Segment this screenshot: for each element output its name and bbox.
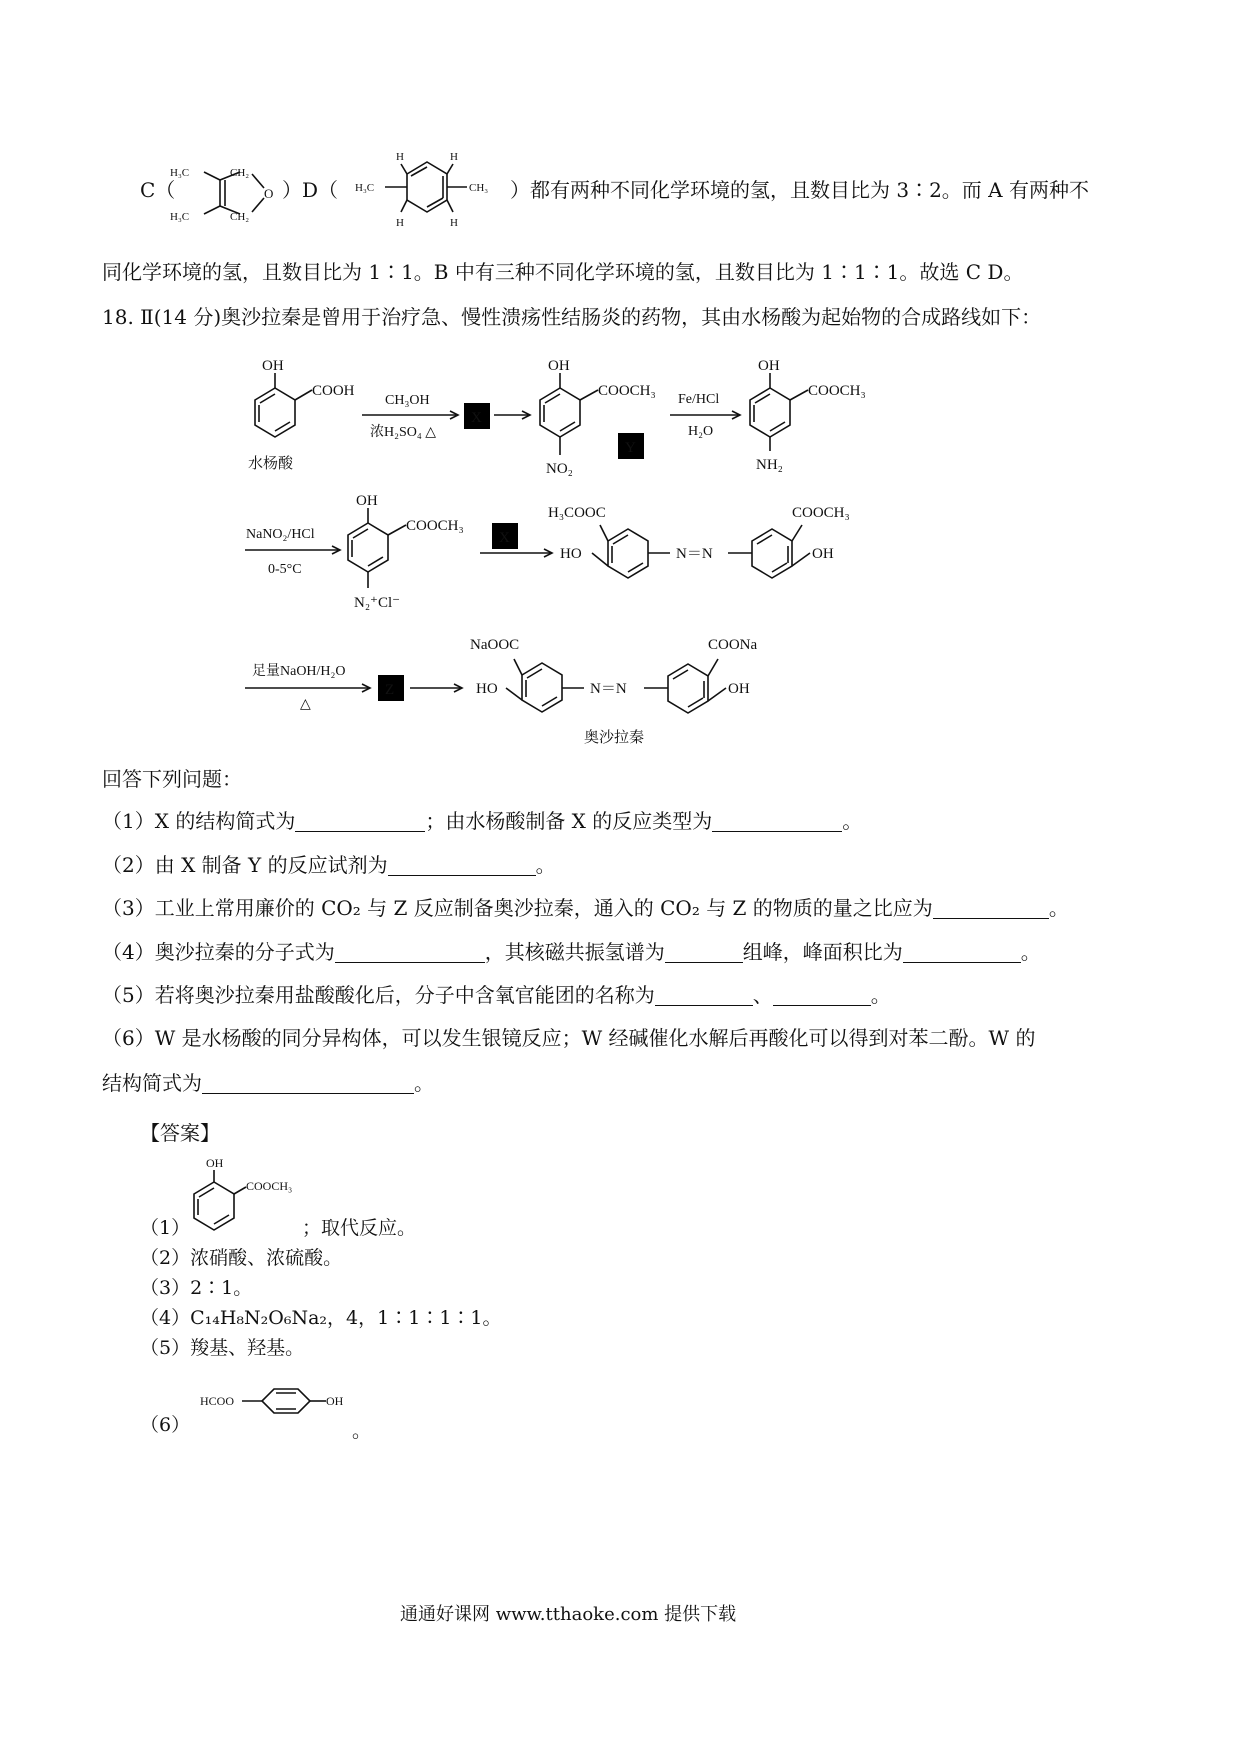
box-y: Y xyxy=(625,440,636,456)
structure-c xyxy=(168,158,288,228)
q3-text-b: 。 xyxy=(1048,896,1069,920)
nitro-ester-structure xyxy=(540,358,656,477)
q1-blank-structure[interactable] xyxy=(295,809,425,832)
nitro-cooch3: COOCH₃ xyxy=(598,383,656,399)
olsalazine-naooc: NaOOC xyxy=(470,637,520,653)
d-h-3: H xyxy=(396,217,404,229)
step3-reagent: Fe/HCl xyxy=(678,392,720,407)
question-2 xyxy=(102,850,556,880)
diazonium-cooch3: COOCH₃ xyxy=(406,518,464,534)
c-ch2-top: CH₂ xyxy=(230,167,250,179)
step6-condition: △ xyxy=(300,697,311,712)
answer-3: （3）2∶1。 xyxy=(140,1277,253,1299)
azo-diester-structure xyxy=(548,505,850,578)
answer-6-label: （6） xyxy=(140,1414,191,1436)
answer-header: 【答案】 xyxy=(140,1121,220,1145)
q4-blank-formula[interactable] xyxy=(335,940,485,963)
d-h-1: H xyxy=(396,151,404,163)
q5-blank-group-1[interactable] xyxy=(655,983,753,1006)
amino-cooch3: COOCH₃ xyxy=(808,383,866,399)
question-5 xyxy=(102,980,891,1010)
q4-blank-peaks[interactable] xyxy=(665,940,743,963)
q1-text-a: （1）X 的结构简式为 xyxy=(102,809,296,833)
olsalazine-n-n: N＝N xyxy=(590,681,627,697)
answer-5: （5）羧基、羟基。 xyxy=(140,1337,305,1359)
box-x-1: X xyxy=(471,410,482,426)
synthesis-scheme xyxy=(200,345,1080,760)
answer-4: （4）C₁₄H₈N₂O₆Na₂，4，1∶1∶1∶1。 xyxy=(140,1307,502,1329)
olsalazine-name: 奥沙拉秦 xyxy=(584,730,645,746)
amino-oh: OH xyxy=(758,358,780,374)
azo-n-n: N＝N xyxy=(676,546,713,562)
azo-oh-right: OH xyxy=(812,546,834,562)
q4-text-d: 。 xyxy=(1020,940,1041,964)
step4-reagent: NaNO₂/HCl xyxy=(246,527,315,542)
nitro-no2: NO₂ xyxy=(546,461,573,477)
answer-6-end: 。 xyxy=(352,1420,372,1442)
question-1 xyxy=(102,806,862,836)
a1-oh: OH xyxy=(206,1156,224,1170)
question-6-line2 xyxy=(102,1068,434,1098)
answer-1-structure xyxy=(180,1152,320,1234)
d-h-2: H xyxy=(450,151,458,163)
box-x-2: X xyxy=(499,530,510,546)
nitro-oh: OH xyxy=(548,358,570,374)
c-ch2-bottom: CH₂ xyxy=(230,211,250,223)
q1-blank-reaction-type[interactable] xyxy=(712,809,842,832)
amino-ester-structure xyxy=(750,358,866,473)
q2-text-a: （2）由 X 制备 Y 的反应试剂为 xyxy=(102,853,388,877)
q6-text-c: 。 xyxy=(414,1071,434,1095)
answer-1-label: （1） xyxy=(140,1217,191,1239)
olsalazine-coona: COONa xyxy=(708,637,758,653)
q5-blank-group-2[interactable] xyxy=(773,983,871,1006)
a6-oh: OH xyxy=(326,1394,344,1408)
prev-answer-line2: 同化学环境的氢，且数目比为 1∶1。B 中有三种不同化学环境的氢，且数目比为 1∶1∶1。故选 C D。 xyxy=(102,260,1024,284)
q2-text-b: 。 xyxy=(535,853,556,877)
question-6-line1: （6）W 是水杨酸的同分异构体，可以发生银镜反应；W 经碱催化水解后再酸化可以得到对苯二酚。W 的 xyxy=(102,1026,1036,1050)
d-h3c: H₃C xyxy=(355,182,375,194)
question-4 xyxy=(102,937,1041,967)
q3-text-a: （3）工业上常用廉价的 CO₂ 与 Z 反应制备奥沙拉秦，通入的 CO₂ 与 Z 的物质的量之比应为 xyxy=(102,896,933,920)
diazonium-structure xyxy=(348,493,464,611)
step4-condition: 0-5°C xyxy=(268,562,302,577)
q2-blank-reagent[interactable] xyxy=(388,853,536,876)
olsalazine-ho-left: HO xyxy=(476,681,498,697)
question-stem: 18. Ⅱ(14 分)奥沙拉秦是曾用于治疗急、慢性溃疡性结肠炎的药物，其由水杨酸为起始物的合成路线如下： xyxy=(102,305,1042,329)
salicylic-oh: OH xyxy=(262,358,284,374)
azo-cooch3: COOCH₃ xyxy=(792,505,850,521)
q4-text-c: 组峰，峰面积比为 xyxy=(742,940,903,964)
salicylic-name: 水杨酸 xyxy=(248,456,294,472)
box-z: Z xyxy=(385,682,395,698)
footer-text: 通通好课网 www.tthaoke.com 提供下载 xyxy=(400,1604,737,1625)
prev-answer-c-label: C（ xyxy=(140,178,176,202)
structure-d xyxy=(345,148,525,240)
step1-condition: 浓H₂SO₄ △ xyxy=(370,425,437,440)
q1-text-c: 。 xyxy=(842,809,863,833)
azo-ho-left: HO xyxy=(560,546,582,562)
a1-cooch3: COOCH₃ xyxy=(246,1179,293,1193)
d-h-4: H xyxy=(450,217,458,229)
q5-text-c: 。 xyxy=(870,983,891,1007)
q3-blank-ratio[interactable] xyxy=(933,896,1049,919)
diazonium-n2cl: N₂⁺Cl⁻ xyxy=(354,595,401,611)
step1-reagent: CH₃OH xyxy=(385,393,430,408)
answer-2: （2）浓硝酸、浓硫酸。 xyxy=(140,1247,343,1269)
prev-answer-line1: ）都有两种不同化学环境的氢，且数目比为 3∶2。而 A 有两种不 xyxy=(510,178,1089,202)
prev-answer-d-label: ）D（ xyxy=(282,178,339,202)
step6-reagent: 足量NaOH/H₂O xyxy=(252,664,346,679)
q1-text-b: ；由水杨酸制备 X 的反应类型为 xyxy=(425,809,713,833)
c-oxygen: O xyxy=(264,186,274,201)
a6-hcoo: HCOO xyxy=(200,1394,235,1408)
question-prompt: 回答下列问题： xyxy=(102,767,242,791)
q4-text-b: ，其核磁共振氢谱为 xyxy=(484,940,665,964)
q4-text-a: （4）奥沙拉秦的分子式为 xyxy=(102,940,335,964)
question-3 xyxy=(102,893,1069,923)
azo-h3cooc: H₃COOC xyxy=(548,505,606,521)
answer-1-text: ；取代反应。 xyxy=(302,1217,417,1239)
q6-text-b: 结构简式为 xyxy=(102,1071,202,1095)
amino-nh2: NH₂ xyxy=(756,457,783,473)
salicylic-acid-structure xyxy=(248,358,355,472)
c-h3c-top: H₃C xyxy=(170,167,190,179)
q5-text-b: 、 xyxy=(752,983,773,1007)
answer-6-structure xyxy=(196,1378,366,1428)
q6-blank-structure[interactable] xyxy=(202,1071,414,1094)
salicylic-cooh: COOH xyxy=(312,383,355,399)
c-h3c-bottom: H₃C xyxy=(170,211,190,223)
olsalazine-structure xyxy=(470,637,758,746)
step3-condition: H₂O xyxy=(688,424,714,439)
diazonium-oh: OH xyxy=(356,493,378,509)
d-ch3: CH₃ xyxy=(469,182,489,194)
q4-blank-area-ratio[interactable] xyxy=(903,940,1021,963)
olsalazine-oh-right: OH xyxy=(728,681,750,697)
q5-text-a: （5）若将奥沙拉秦用盐酸酸化后，分子中含氧官能团的名称为 xyxy=(102,983,655,1007)
